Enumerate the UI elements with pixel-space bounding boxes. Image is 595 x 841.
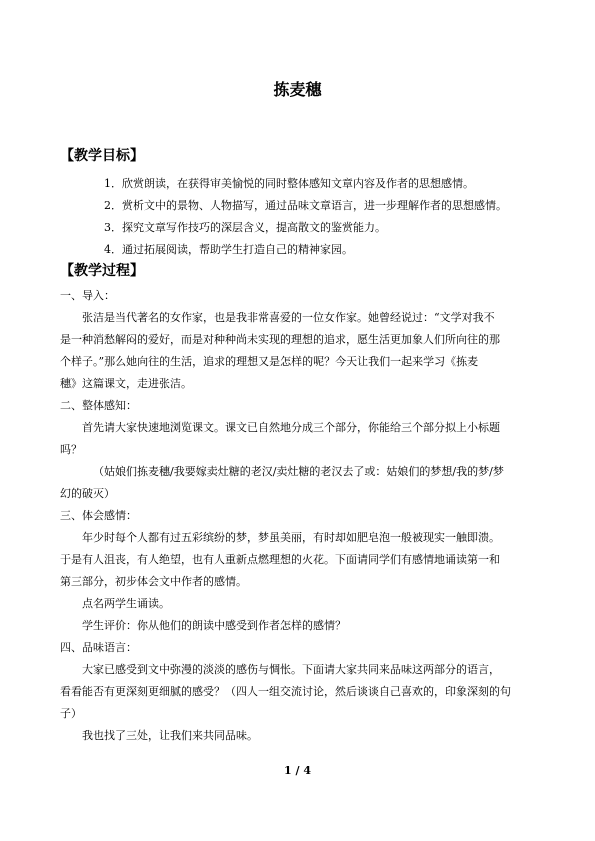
subheading-feeling: 三、体会感情：: [60, 509, 137, 522]
goals-list: [104, 173, 507, 261]
page-number: 1 / 4: [284, 764, 311, 777]
paragraph-line: 个样子。”那么她向往的生活，追求的理想又是怎样的呢？今天让我们一起来学习《拣麦: [60, 355, 479, 368]
document-title: 拣麦穗: [273, 80, 322, 99]
paragraph-line: 大家已感受到文中弥漫的淡淡的感伤与惆怅。下面请大家共同来品味这两部分的语言，: [82, 663, 500, 676]
paragraph-line: 吗？: [60, 443, 82, 456]
paragraph-line: 是一种消愁解闷的爱好，而是对种种尚未实现的理想的追求，愿生活更加象人们所向往的那: [60, 333, 500, 346]
paragraph-line: 我也找了三处，让我们来共同品味。: [82, 729, 258, 742]
subheading-overview: 二、整体感知：: [60, 399, 137, 412]
paragraph-line: 于是有人沮丧，有人绝望，也有人重新点燃理想的火花。下面请同学们有感情地诵读第一和: [60, 553, 500, 566]
goals-heading: 【教学目标】: [60, 148, 144, 164]
process-heading: 【教学过程】: [60, 263, 144, 279]
paragraph-line: 看看能否有更深刻更细腻的感受？（四人一组交流讨论，然后谈谈自己喜欢的，印象深刻的句: [60, 685, 511, 698]
paragraph-line: 幻的破灭）: [60, 487, 115, 500]
paragraph-line: 点名两学生诵读。: [82, 597, 170, 610]
goal-item: 4．通过拓展阅读，帮助学生打造自己的精神家园。: [104, 243, 353, 256]
goal-item: 2．赏析文中的景物、人物描写，通过品味文章语言，进一步理解作者的思想感情。: [104, 199, 507, 212]
goal-item: 1．欣赏朗读，在获得审美愉悦的同时整体感知文章内容及作者的思想感情。: [104, 177, 474, 190]
paragraph-line: 子）: [60, 707, 82, 720]
paragraph-line: 第三部分，初步体会文中作者的感情。: [60, 575, 247, 588]
goal-item: 3．探究文章写作技巧的深层含义，提高散文的鉴赏能力。: [104, 221, 386, 234]
subheading-intro: 一、导入：: [60, 289, 115, 302]
paragraph-line: （姑娘们拣麦穗/我要嫁卖灶糖的老汉/卖灶糖的老汉去了或：姑娘们的梦想/我的梦/梦: [93, 465, 504, 478]
paragraph-line: 首先请大家快速地浏览课文。课文已自然地分成三个部分，你能给三个部分拟上小标题: [82, 421, 500, 434]
paragraph-line: 年少时每个人都有过五彩缤纷的梦，梦虽美丽，有时却如肥皂泡一般被现实一触即溃。: [82, 531, 500, 544]
paragraph-line: 张洁是当代著名的女作家，也是我非常喜爱的一位女作家。她曾经说过：“文学对我不: [82, 311, 495, 324]
process-content: [60, 285, 538, 747]
subheading-language: 四、品味语言：: [60, 641, 137, 654]
paragraph-line: 学生评价：你从他们的朗读中感受到作者怎样的感情？: [82, 619, 346, 632]
paragraph-line: 穗》这篇课文，走进张洁。: [60, 377, 192, 390]
